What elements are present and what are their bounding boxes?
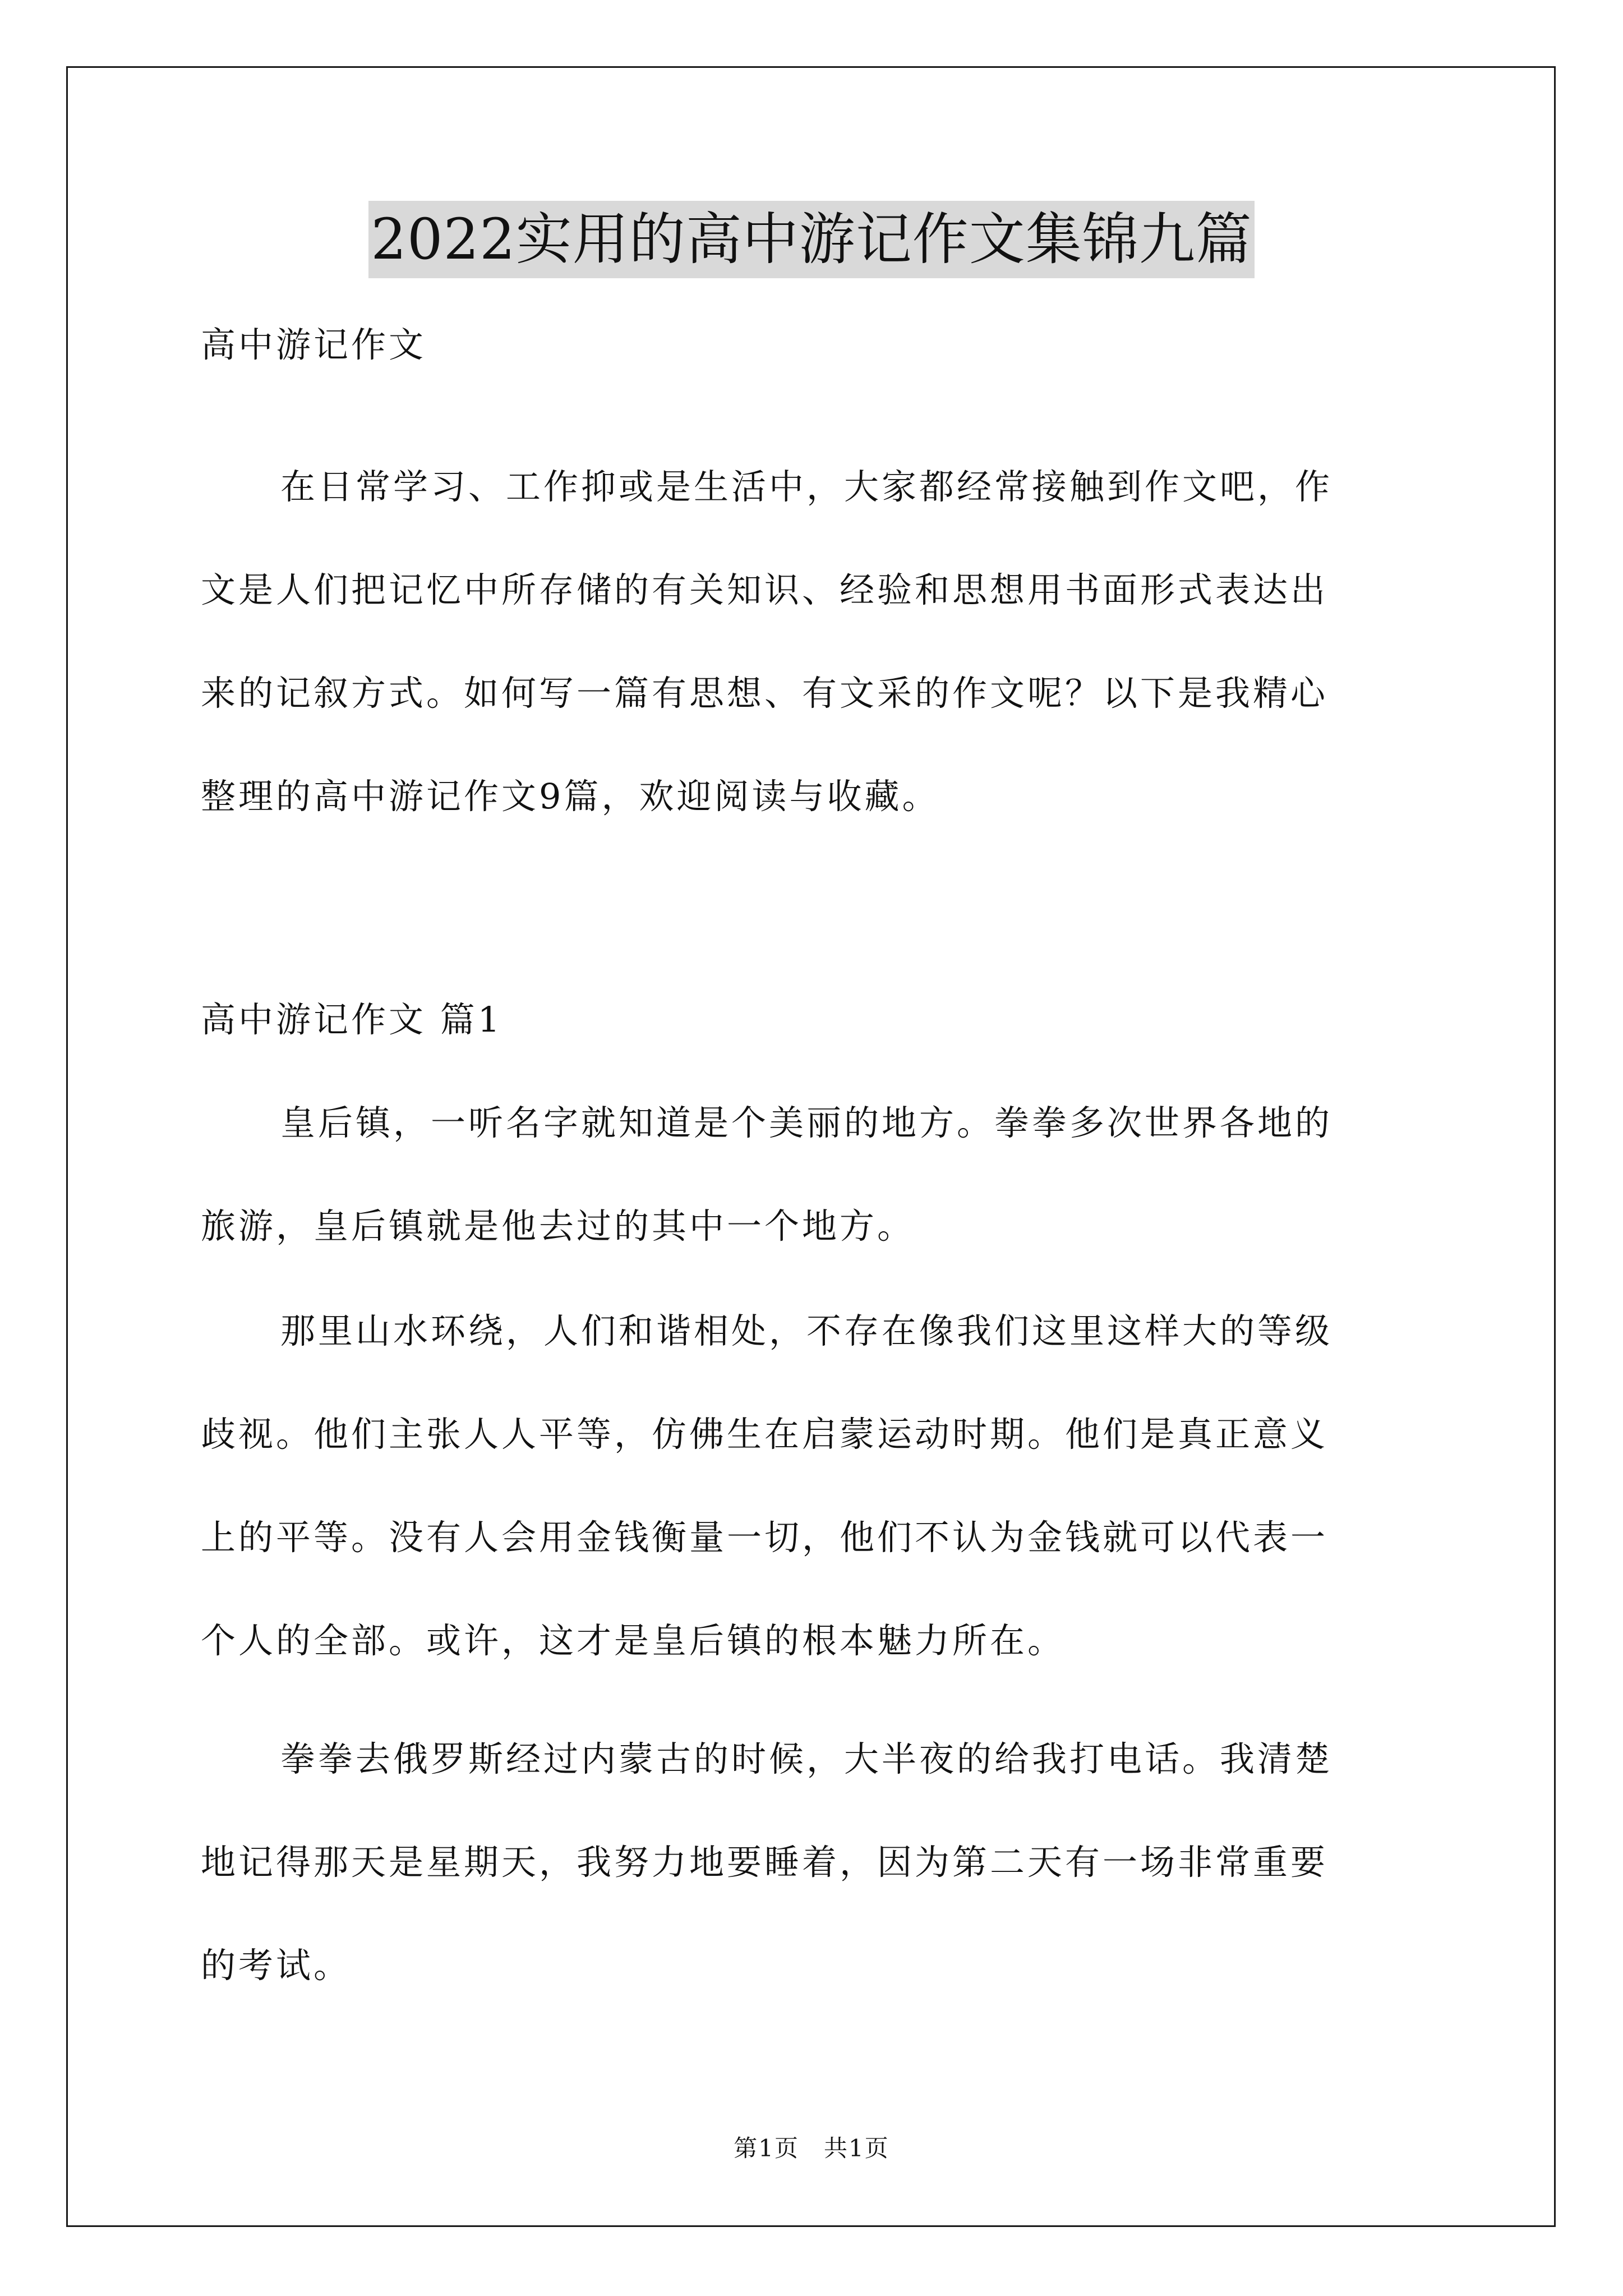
page-footer: 第1页 共1页 [734,2134,889,2162]
paragraph-line: 皇后镇，一听名字就知道是个美丽的地方。拳拳多次世界各地的 [280,1102,1333,1143]
paragraph-line: 整理的高中游记作文9篇，欢迎阅读与收藏。 [201,776,940,817]
paragraph-line: 那里山水环绕，人们和谐相处，不存在像我们这里这样大的等级 [280,1310,1333,1351]
paragraph-line: 来的记叙方式。如何写一篇有思想、有文采的作文呢？以下是我精心 [201,673,1329,714]
paragraph-line: 上的平等。没有人会用金钱衡量一切，他们不认为金钱就可以代表一 [201,1517,1329,1558]
title-container [0,201,1623,278]
document-title: 2022实用的高中游记作文集锦九篇 [368,201,1255,278]
section-heading: 高中游记作文 篇1 [201,999,503,1040]
paragraph-line: 旅游，皇后镇就是他去过的其中一个地方。 [201,1205,915,1246]
paragraph-line: 在日常学习、工作抑或是生活中，大家都经常接触到作文吧，作 [280,466,1333,507]
paragraph-line: 文是人们把记忆中所存储的有关知识、经验和思想用书面形式表达出 [201,569,1329,610]
paragraph-line: 拳拳去俄罗斯经过内蒙古的时候，大半夜的给我打电话。我清楚 [280,1738,1333,1779]
paragraph-line: 的考试。 [201,1945,352,1986]
paragraph-line: 地记得那天是星期天，我努力地要睡着，因为第二天有一场非常重要 [201,1842,1329,1883]
section-heading: 高中游记作文 [201,324,427,365]
page-border [66,66,1556,2227]
paragraph-line: 个人的全部。或许，这才是皇后镇的根本魅力所在。 [201,1620,1066,1661]
paragraph-line: 歧视。他们主张人人平等，仿佛生在启蒙运动时期。他们是真正意义 [201,1414,1329,1455]
